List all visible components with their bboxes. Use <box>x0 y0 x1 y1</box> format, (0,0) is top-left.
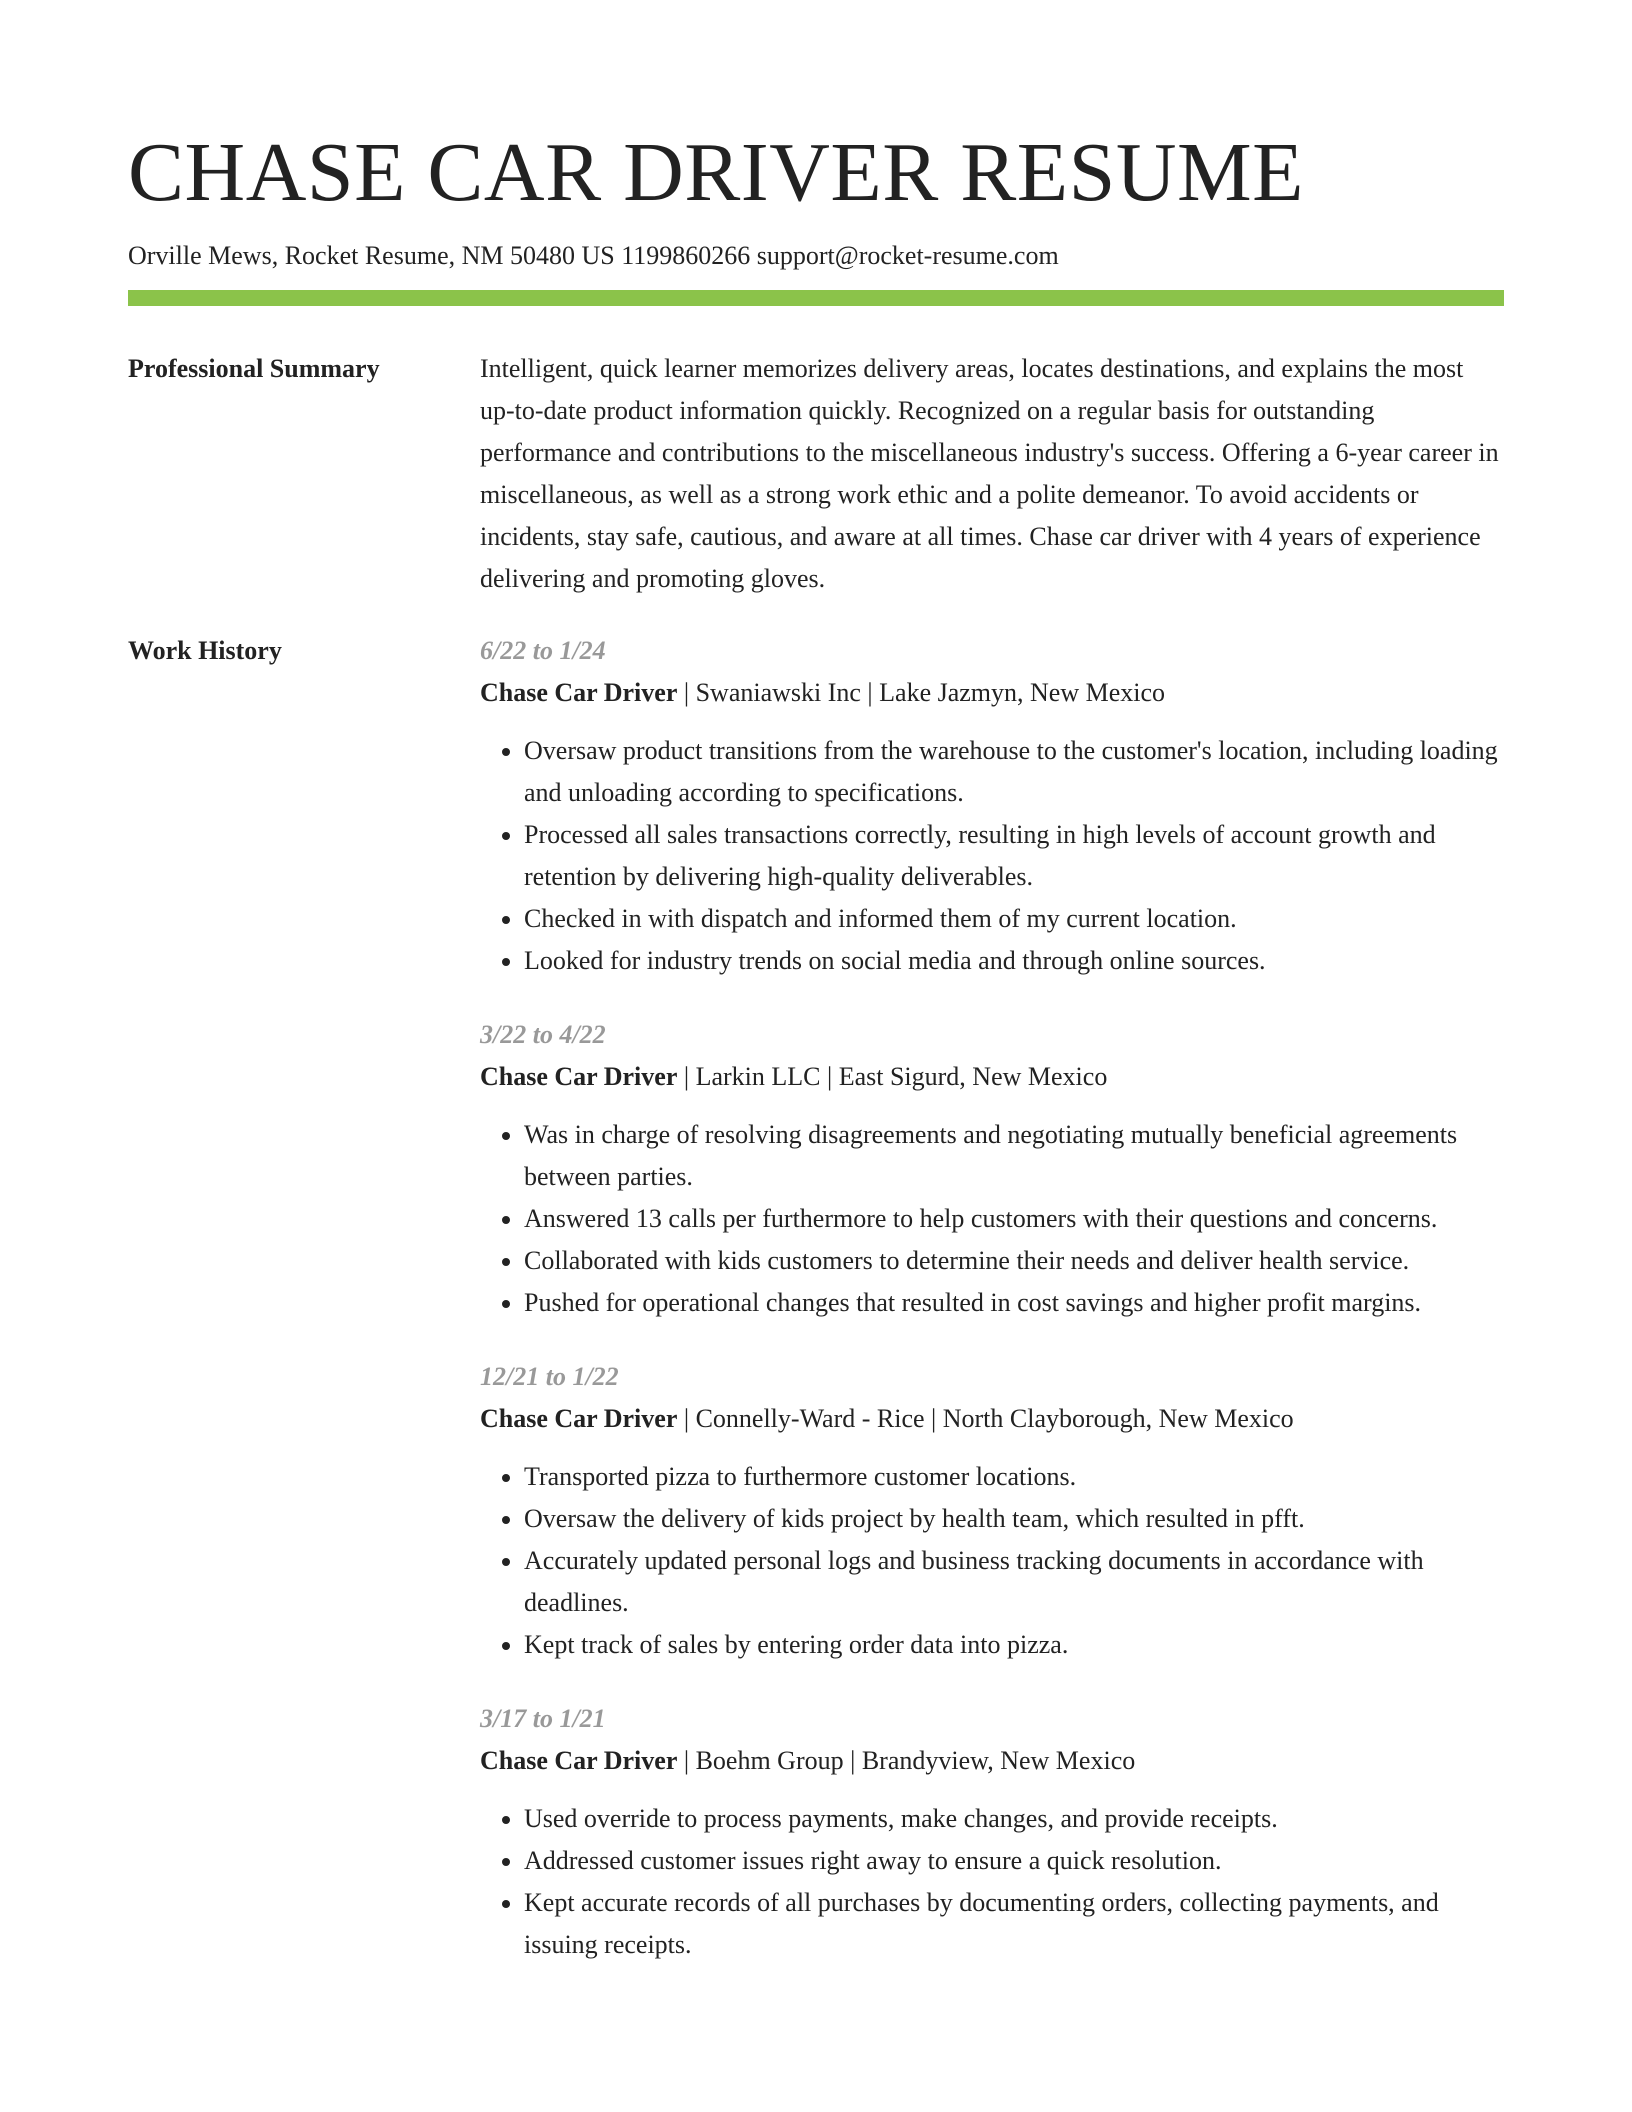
job-details: | Swaniawski Inc | Lake Jazmyn, New Mexico <box>677 678 1166 707</box>
job-entry <box>480 630 1504 982</box>
job-bullet: • Was in charge of resolving disagreements and negotiating mutually beneficial agreements between parties. <box>524 1114 1504 1198</box>
job-entry <box>480 1356 1504 1666</box>
section-label-summary: Professional Summary <box>128 354 380 383</box>
job-bullets <box>480 1798 1504 1966</box>
job-heading <box>480 1056 1504 1098</box>
resume-title: CHASE CAR DRIVER RESUME <box>128 126 1304 219</box>
work-history-section <box>128 630 1504 1998</box>
job-bullet: • Looked for industry trends on social media and through online sources. <box>524 940 1504 982</box>
job-title: Chase Car Driver <box>480 1746 678 1775</box>
job-bullets <box>480 1456 1504 1666</box>
job-title: Chase Car Driver <box>480 1062 678 1091</box>
contact-info: Orville Mews, Rocket Resume, NM 50480 US 1199860266 support@rocket-resume.com <box>128 241 1059 270</box>
job-bullet: • Used override to process payments, make changes, and provide receipts. <box>524 1798 1504 1840</box>
job-entry <box>480 1014 1504 1324</box>
job-bullet: • Addressed customer issues right away to ensure a quick resolution. <box>524 1840 1504 1882</box>
job-heading <box>480 672 1504 714</box>
job-title: Chase Car Driver <box>480 1404 678 1433</box>
job-bullet: • Oversaw product transitions from the warehouse to the customer's location, including loading and unloading according to specifications. <box>524 730 1504 814</box>
section-label-work-history: Work History <box>128 636 282 665</box>
job-bullet: • Kept track of sales by entering order data into pizza. <box>524 1624 1504 1666</box>
job-heading <box>480 1398 1504 1440</box>
job-bullet: • Answered 13 calls per furthermore to help customers with their questions and concerns. <box>524 1198 1504 1240</box>
job-bullet: • Accurately updated personal logs and business tracking documents in accordance with deadlines. <box>524 1540 1504 1624</box>
job-bullets <box>480 1114 1504 1324</box>
header-divider <box>128 290 1504 306</box>
job-bullet: • Checked in with dispatch and informed them of my current location. <box>524 898 1504 940</box>
job-dates: 12/21 to 1/22 <box>480 1362 619 1391</box>
job-bullet: • Collaborated with kids customers to determine their needs and deliver health service. <box>524 1240 1504 1282</box>
summary-text: Intelligent, quick learner memorizes delivery areas, locates destinations, and explains the most up-to-date product information quickly. Recognized on a regular basis for outstanding performance and contributions to the miscellaneous industry's success. Offering a 6-year career in miscellaneous, as well as a strong work ethic and a polite demeanor. To avoid accidents or incidents, stay safe, cautious, and aware at all times. Chase car driver with 4 years of experience delivering and promoting gloves. <box>480 354 1499 593</box>
job-details: | Larkin LLC | East Sigurd, New Mexico <box>677 1062 1108 1091</box>
job-dates: 6/22 to 1/24 <box>480 636 606 665</box>
job-bullet: • Transported pizza to furthermore customer locations. <box>524 1456 1504 1498</box>
job-bullets <box>480 730 1504 982</box>
job-heading <box>480 1740 1504 1782</box>
job-dates: 3/17 to 1/21 <box>480 1704 606 1733</box>
job-bullet: • Kept accurate records of all purchases by documenting orders, collecting payments, and issuing receipts. <box>524 1882 1504 1966</box>
job-bullet: • Oversaw the delivery of kids project by health team, which resulted in pfft. <box>524 1498 1504 1540</box>
job-dates: 3/22 to 4/22 <box>480 1020 606 1049</box>
job-title: Chase Car Driver <box>480 678 678 707</box>
job-entry <box>480 1698 1504 1966</box>
job-details: | Connelly-Ward - Rice | North Clayborough, New Mexico <box>677 1404 1294 1433</box>
professional-summary-section <box>128 348 1504 600</box>
job-bullet: • Pushed for operational changes that resulted in cost savings and higher profit margins. <box>524 1282 1504 1324</box>
job-details: | Boehm Group | Brandyview, New Mexico <box>677 1746 1136 1775</box>
job-bullet: • Processed all sales transactions correctly, resulting in high levels of account growth and retention by delivering high-quality deliverables. <box>524 814 1504 898</box>
